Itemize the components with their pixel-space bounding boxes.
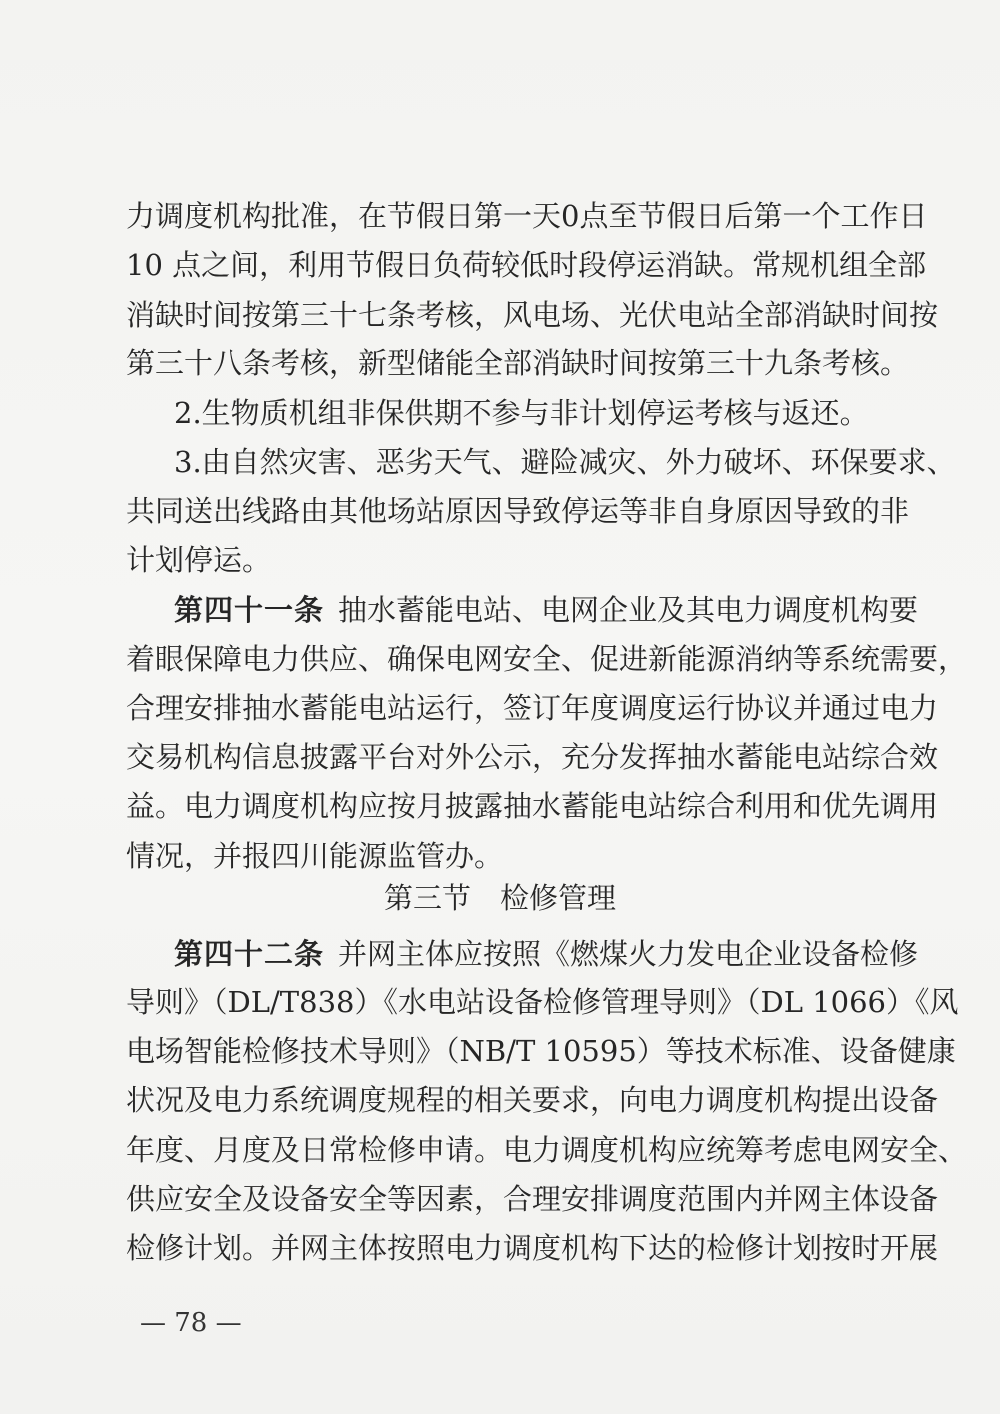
paragraph-line: 第三十八条考核，新型储能全部消缺时间按第三十九条考核。 (126, 346, 910, 380)
paragraph-line: 力调度机构批准，在节假日第一天0点至节假日后第一个工作日 (126, 199, 928, 233)
article-42-line: 年度、月度及日常检修申请。电力调度机构应统筹考虑电网安全、 (126, 1133, 968, 1167)
article-41-text: 抽水蓄能电站、电网企业及其电力调度机构要 (338, 593, 919, 627)
article-41-line: 情况，并报四川能源监管办。 (126, 839, 504, 873)
list-item-3-line: 3.由自然灾害、恶劣天气、避险减灾、外力破坏、环保要求、 (174, 445, 956, 479)
article-42-first-line (174, 934, 919, 974)
article-42-text: 并网主体应按照《燃煤火力发电企业设备检修 (338, 937, 919, 971)
article-42-line: 供应安全及设备安全等因素，合理安排调度范围内并网主体设备 (126, 1182, 939, 1216)
paragraph-line: 10 点之间，利用节假日负荷较低时段停运消缺。常规机组全部 (126, 248, 927, 282)
article-41-first-line (174, 590, 919, 630)
article-41-label: 第四十一条 (174, 593, 325, 627)
article-41-line: 交易机构信息披露平台对外公示，充分发挥抽水蓄能电站综合效 (126, 740, 939, 774)
list-item-2: 2.生物质机组非保供期不参与非计划停运考核与返还。 (174, 396, 869, 430)
article-42-line: 导则》（DL/T838）《水电站设备检修管理导则》（DL 1066）《风 (126, 985, 959, 1019)
article-42-line: 电场智能检修技术导则》（NB/T 10595）等技术标准、设备健康 (126, 1034, 956, 1068)
list-item-3-line: 计划停运。 (126, 543, 272, 577)
page-number: — 78 — (140, 1308, 242, 1338)
list-item-3-line: 共同送出线路由其他场站原因导致停运等非自身原因导致的非 (126, 494, 910, 528)
article-41-line: 着眼保障电力供应、确保电网安全、促进新能源消纳等系统需要， (126, 642, 968, 676)
article-41-line: 合理安排抽水蓄能电站运行，签订年度调度运行协议并通过电力 (126, 691, 939, 725)
article-41-line: 益。电力调度机构应按月披露抽水蓄能电站综合利用和优先调用 (126, 789, 939, 823)
article-42-line: 检修计划。并网主体按照电力调度机构下达的检修计划按时开展 (126, 1231, 939, 1265)
article-42-line: 状况及电力系统调度规程的相关要求，向电力调度机构提出设备 (126, 1083, 939, 1117)
article-42-label: 第四十二条 (174, 937, 325, 971)
section-heading: 第三节 检修管理 (383, 881, 616, 915)
paragraph-line: 消缺时间按第三十七条考核，风电场、光伏电站全部消缺时间按 (126, 298, 939, 332)
